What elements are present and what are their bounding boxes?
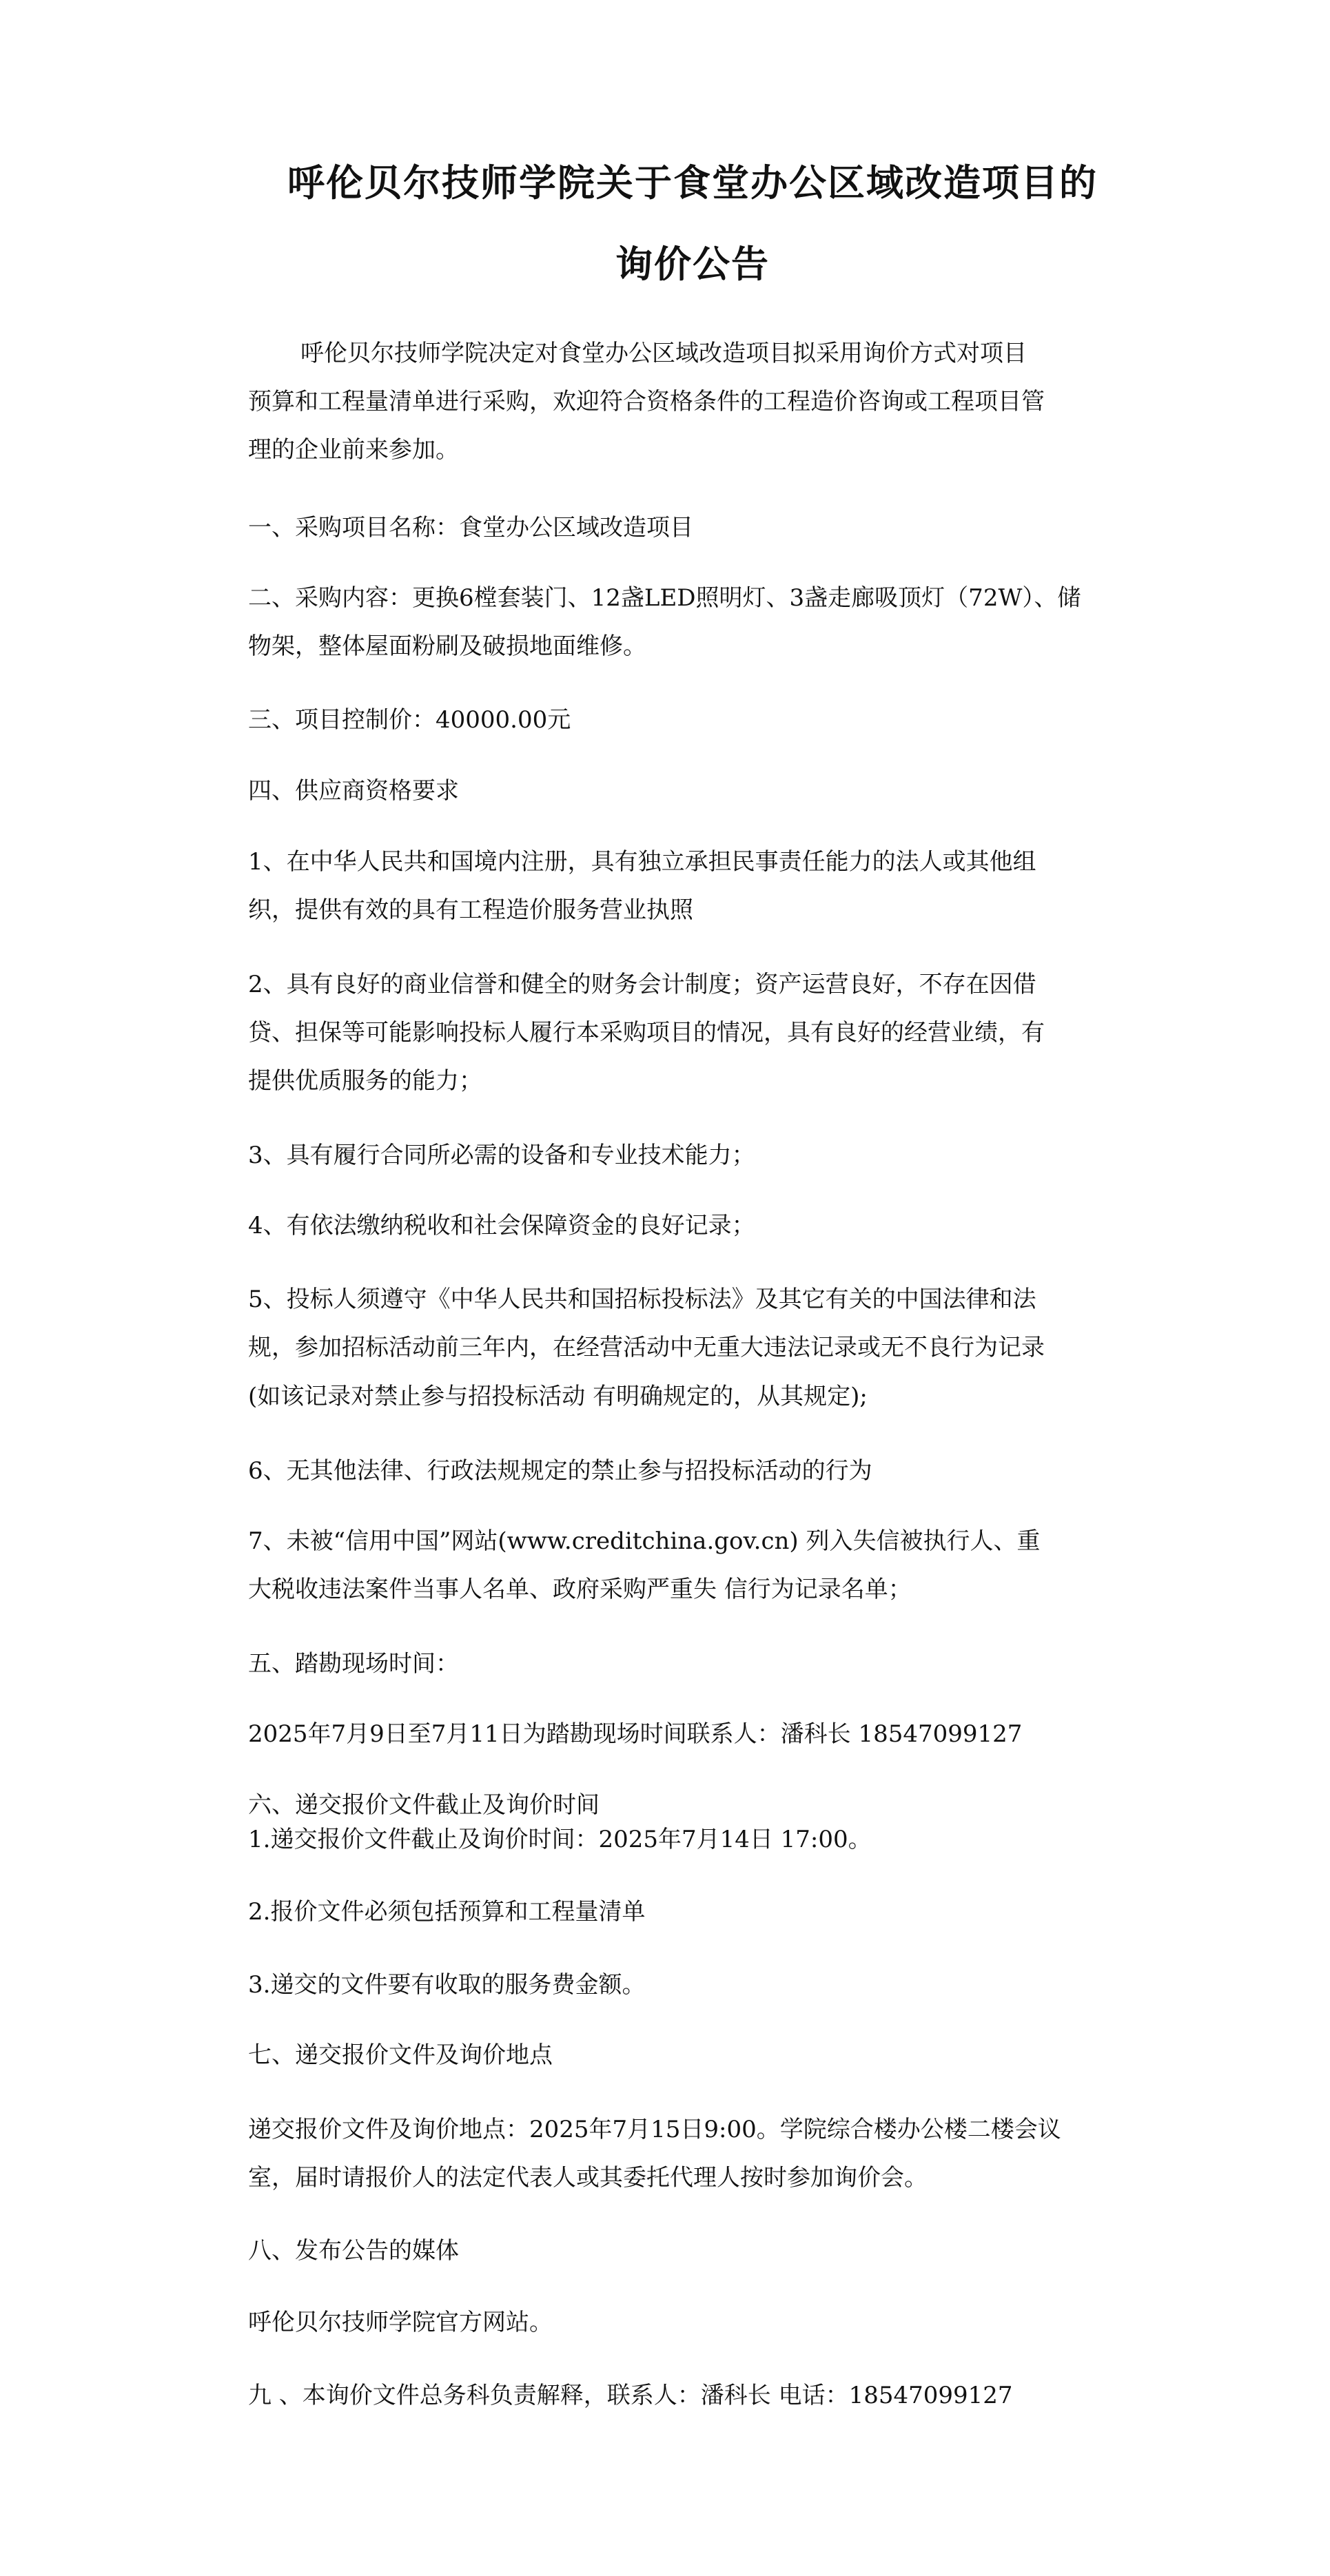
intro-line-1: 呼伦贝尔技师学院决定对食堂办公区域改造项目拟采用询价方式对项目 bbox=[300, 340, 1027, 367]
section-8-heading: 八、发布公告的媒体 bbox=[248, 2237, 459, 2265]
intro-line-2: 预算和工程量清单进行采购，欢迎符合资格条件的工程造价咨询或工程项目管 bbox=[248, 388, 1045, 415]
media-detail: 呼伦贝尔技师学院官方网站。 bbox=[248, 2309, 553, 2336]
req-3: 3、具有履行合同所必需的设备和专业技术能力； bbox=[248, 1142, 755, 1169]
document-title-line-2: 询价公告 bbox=[615, 242, 770, 286]
document-title-line-1: 呼伦贝尔技师学院关于食堂办公区域改造项目的 bbox=[287, 161, 1098, 205]
section-2-line-1: 二、采购内容：更换6樘套装门、12盏LED照明灯、3盏走廊吸顶灯（72W）、储 bbox=[248, 584, 1081, 612]
section-2-line-2: 物架，整体屋面粉刷及破损地面维修。 bbox=[248, 632, 646, 660]
req-7-line-2: 大税收违法案件当事人名单、政府采购严重失 信行为记录名单； bbox=[248, 1576, 912, 1603]
section-9-contact: 九 、本询价文件总务科负责解释，联系人：潘科长 电话：18547099127 bbox=[248, 2382, 1013, 2409]
req-2-line-3: 提供优质服务的能力； bbox=[248, 1067, 482, 1095]
section-6-heading: 六、递交报价文件截止及询价时间 bbox=[248, 1791, 600, 1819]
deadline-item-1: 1.递交报价文件截止及询价时间：2025年7月14日 17:00。 bbox=[248, 1826, 872, 1853]
req-1-line-2: 织，提供有效的具有工程造价服务营业执照 bbox=[248, 896, 693, 924]
req-1-line-1: 1、在中华人民共和国境内注册，具有独立承担民事责任能力的法人或其他组 bbox=[248, 848, 1036, 876]
section-4-heading: 四、供应商资格要求 bbox=[248, 777, 459, 805]
req-5-line-3: (如该记录对禁止参与招投标活动 有明确规定的，从其规定); bbox=[248, 1383, 868, 1410]
req-5-line-2: 规，参加招标活动前三年内，在经营活动中无重大违法记录或无不良行为记录 bbox=[248, 1334, 1045, 1361]
section-7-heading: 七、递交报价文件及询价地点 bbox=[248, 2041, 553, 2069]
deadline-item-2: 2.报价文件必须包括预算和工程量清单 bbox=[248, 1898, 646, 1926]
req-4: 4、有依法缴纳税收和社会保障资金的良好记录； bbox=[248, 1212, 755, 1239]
req-7-line-1: 7、未被“信用中国”网站(www.creditchina.gov.cn) 列入失信被执行人、重 bbox=[248, 1527, 1041, 1555]
req-6: 6、无其他法律、行政法规规定的禁止参与招投标活动的行为 bbox=[248, 1457, 872, 1485]
location-line-2: 室，届时请报价人的法定代表人或其委托代理人按时参加询价会。 bbox=[248, 2164, 928, 2192]
section-1-project-name: 一、采购项目名称：食堂办公区域改造项目 bbox=[248, 514, 693, 542]
req-2-line-2: 贷、担保等可能影响投标人履行本采购项目的情况，具有良好的经营业绩，有 bbox=[248, 1019, 1045, 1047]
intro-line-3: 理的企业前来参加。 bbox=[248, 436, 459, 464]
site-visit-detail: 2025年7月9日至7月11日为踏勘现场时间联系人：潘科长 18547099127 bbox=[248, 1720, 1023, 1748]
req-5-line-1: 5、投标人须遵守《中华人民共和国招标投标法》及其它有关的中国法律和法 bbox=[248, 1286, 1036, 1313]
deadline-item-3: 3.递交的文件要有收取的服务费金额。 bbox=[248, 1971, 646, 1999]
section-5-heading: 五、踏勘现场时间： bbox=[248, 1650, 459, 1678]
section-3-control-price: 三、项目控制价：40000.00元 bbox=[248, 706, 571, 734]
req-2-line-1: 2、具有良好的商业信誉和健全的财务会计制度；资产运营良好，不存在因借 bbox=[248, 971, 1036, 998]
location-line-1: 递交报价文件及询价地点：2025年7月15日9:00。学院综合楼办公楼二楼会议 bbox=[248, 2116, 1061, 2143]
